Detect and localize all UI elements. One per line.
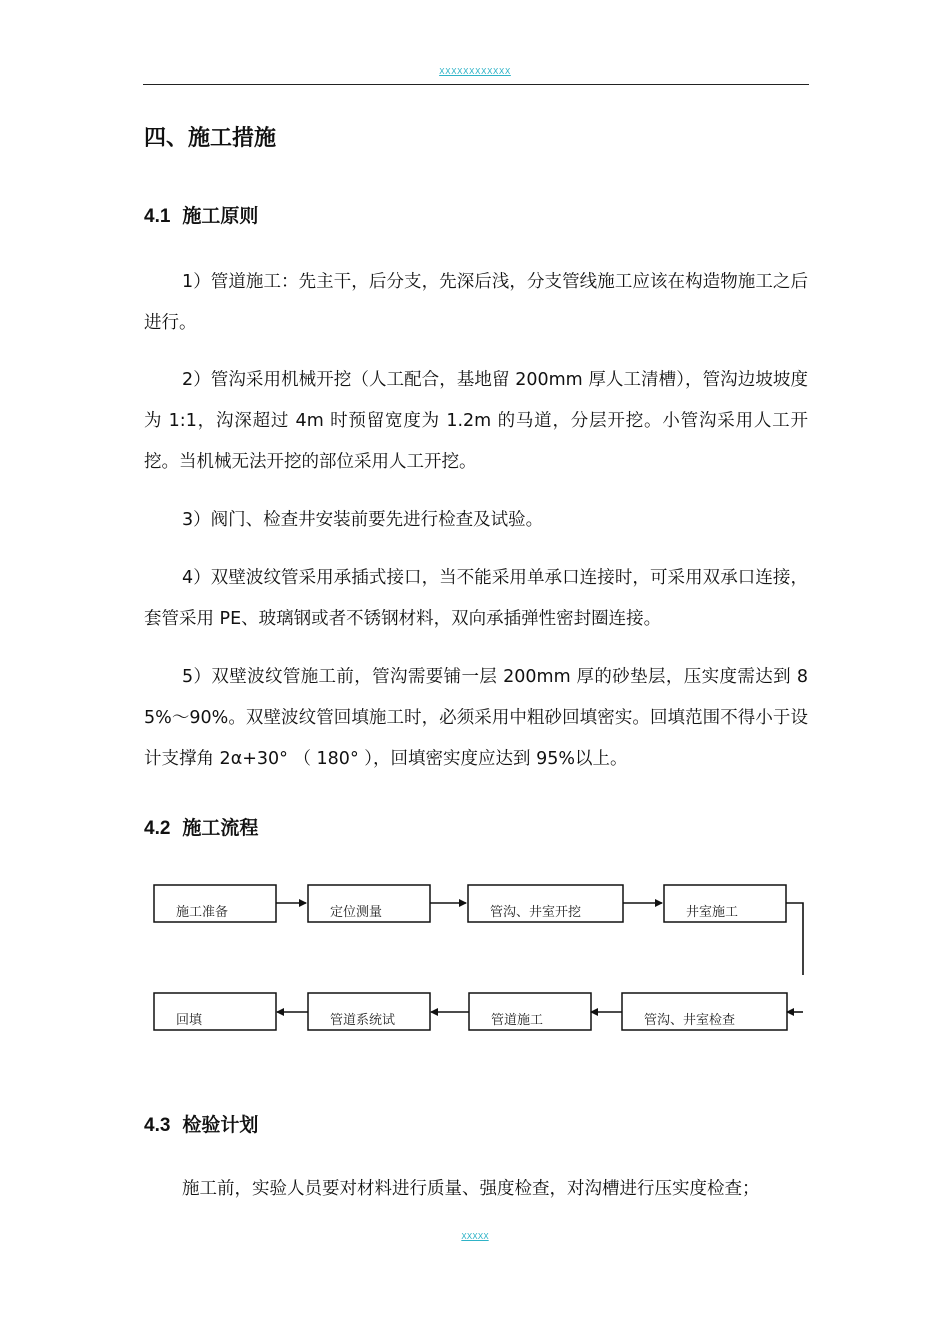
heading-4-2-number: 4.2 [144,818,171,839]
paragraph-4-1-3: 3）阀门、检查井安装前要先进行检查及试验。 [182,510,544,530]
flow-step-label-row1-2: 定位测量 [330,905,383,920]
flow-step-label-row1-3: 管沟、井室开挖 [490,905,582,920]
section-title: 四、施工措施 [144,126,277,151]
heading-4-3-number: 4.3 [144,1115,171,1136]
footer-watermark-link[interactable]: XXXXX [461,1232,489,1241]
flow-connector-down [786,903,803,975]
heading-4-3-title: 检验计划 [182,1114,259,1136]
flow-step-label-row2-1: 回填 [176,1013,203,1028]
flow-step-label-row1-4: 井室施工 [686,905,739,920]
paragraph-4-1-5: 5）双壁波纹管施工前，管沟需要铺一层 200mm 厚的砂垫层，压实度需达到 85%～90%。双壁波纹管回填施工时，必须采用中粗砂回填密实。回填范围不得小于设计支撑角 2α+30° （ 180° ），回填密实度应达到 95%以上。 [144,667,808,769]
paragraph-4-1-4: 4）双壁波纹管采用承插式接口，当不能采用单承口连接时，可采用双承口连接，套管采用 PE、玻璃钢或者不锈钢材料，双向承插弹性密封圈连接。 [144,568,808,629]
flow-step-label-row2-3: 管道施工 [491,1013,544,1028]
flow-step-label-row1-1: 施工准备 [176,905,229,920]
header-watermark-link[interactable]: XXXXXXXXXXXX [439,67,511,76]
flow-step-label-row2-2: 管道系统试 [330,1013,396,1028]
paragraph-4-1-1: 1）管道施工：先主干，后分支，先深后浅，分支管线施工应该在构造物施工之后进行。 [144,272,808,333]
heading-4-1-number: 4.1 [144,206,171,227]
heading-4-1-title: 施工原则 [182,205,259,227]
flow-step-label-row2-4: 管沟、井室检查 [644,1013,736,1028]
flow-step-box-row2-1 [154,993,276,1030]
paragraph-4-3-1: 施工前，实验人员要对材料进行质量、强度检查，对沟槽进行压实度检查； [182,1179,760,1199]
heading-4-2-title: 施工流程 [182,817,259,839]
paragraph-4-1-2: 2）管沟采用机械开挖（人工配合，基地留 200mm 厚人工清槽），管沟边坡坡度为 1:1，沟深超过 4m 时预留宽度为 1.2m 的马道，分层开挖。小管沟采用人工开挖。当机械无法开挖的部位采用人工开挖。 [144,370,808,472]
heading-4-3 [144,1112,258,1139]
